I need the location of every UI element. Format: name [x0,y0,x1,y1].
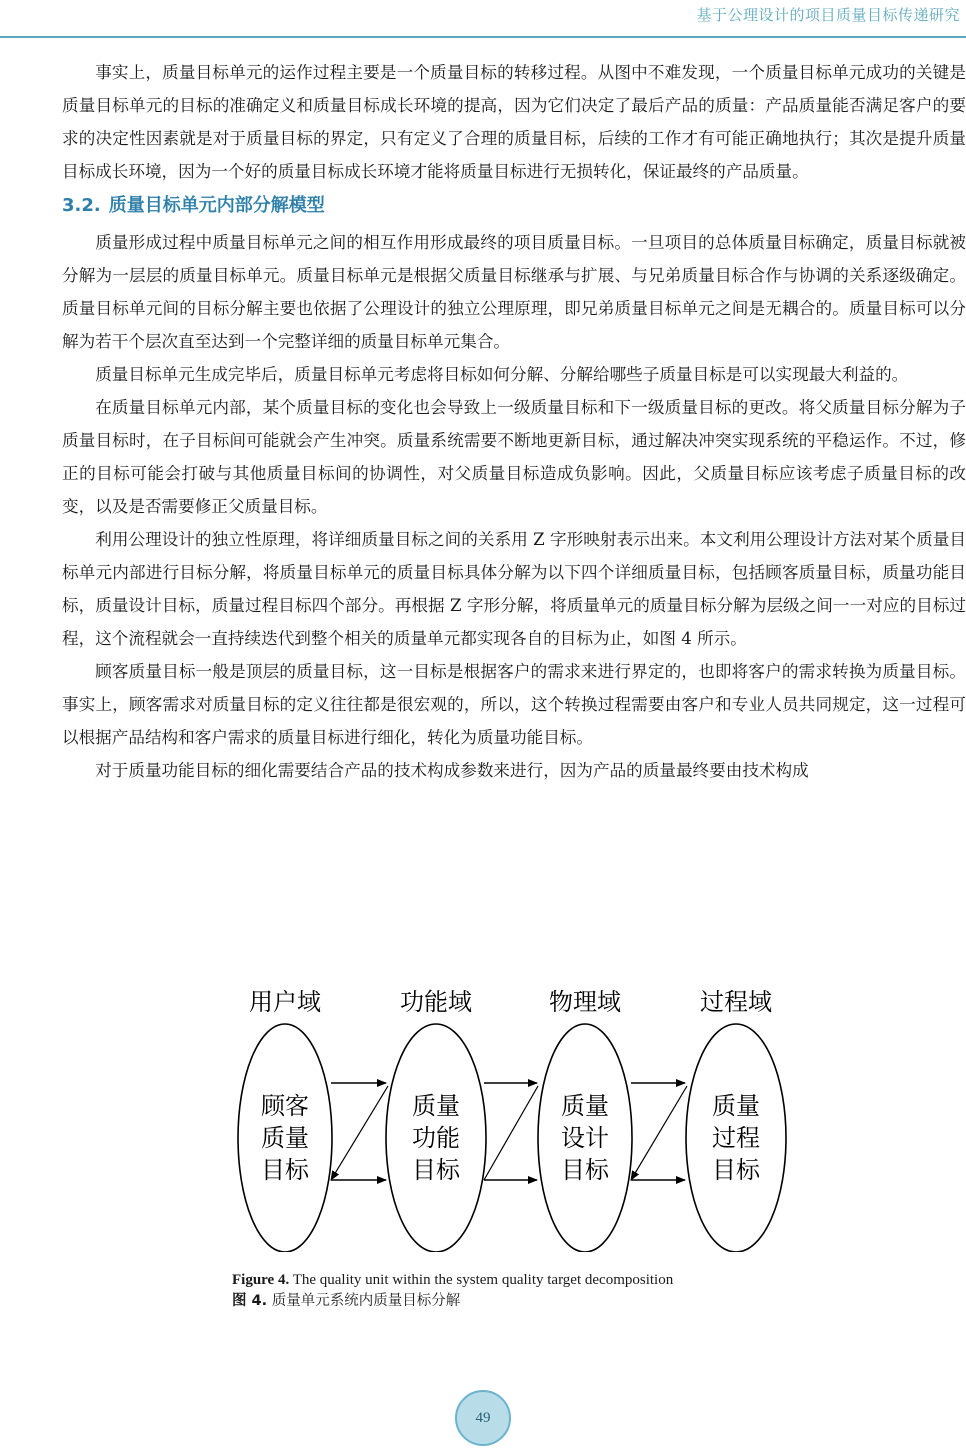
goal-text-line: 目标 [412,1156,460,1184]
paragraph: 质量形成过程中质量目标单元之间的相互作用形成最终的项目质量目标。一旦项目的总体质量目标确定，质量目标就被分解为一层层的质量目标单元。质量目标单元是根据父质量目标继承与扩展、与兄弟质量目标合作与协调的关系逐级确定。质量目标单元间的目标分解主要也依据了公理设计的独立公理原理，即兄弟质量目标单元之间是无耦合的。质量目标可以分解为若干个层次直至达到一个完整详细的质量目标单元集合。 [62,233,966,351]
body-text [62,56,966,787]
figure-zigzag-decomposition [230,982,790,1252]
section-heading [62,190,966,222]
caption-text-en: The quality unit within the system quality target decomposition [292,1272,674,1288]
paragraph: 质量目标单元生成完毕后，质量目标单元考虑将目标如何分解、分解给哪些子质量目标是可以实现最大利益的。 [95,365,909,384]
domain-label-user: 用户域 [249,988,321,1016]
zigzag-diagram [230,982,790,1252]
goal-text-line: 目标 [261,1156,309,1184]
goal-text-line: 顾客 [261,1092,309,1120]
zigzag-arrow-diagonal [331,1086,388,1180]
paragraph: 事实上，质量目标单元的运作过程主要是一个质量目标的转移过程。从图中不难发现，一个质量目标单元成功的关键是质量目标单元的目标的准确定义和质量目标成长环境的提高，因为它们决定了最后产品的质量：产品质量能否满足客户的要求的决定性因素就是对于质量目标的界定，只有定义了合理的质量目标，后续的工作才有可能正确地执行；其次是提升质量目标成长环境，因为一个好的质量目标成长环境才能将质量目标进行无损转化，保证最终的产品质量。 [62,63,966,181]
header-rule [0,36,966,38]
section-title: 质量目标单元内部分解模型 [108,195,325,216]
section-number: 3.2. [62,195,101,216]
goal-text-line: 目标 [712,1156,760,1184]
goal-text-line: 质量 [261,1124,309,1152]
zigzag-arrow-diagonal [631,1086,687,1180]
goal-text-line: 质量 [412,1092,460,1120]
domain-label-process: 过程域 [700,988,772,1016]
goal-text-line: 质量 [561,1092,609,1120]
goal-text-line: 目标 [561,1156,609,1184]
paragraph: 对于质量功能目标的细化需要结合产品的技术构成参数来进行，因为产品的质量最终要由技术构成 [95,761,809,780]
caption-label-en: Figure 4. [232,1272,290,1288]
page-number-badge [455,1390,511,1446]
page-number: 49 [475,1409,491,1426]
goal-text-line: 质量 [712,1092,760,1120]
caption-text-cn: 质量单元系统内质量目标分解 [271,1293,461,1309]
zigzag-line-diagonal [484,1086,538,1180]
paragraph: 利用公理设计的独立性原理，将详细质量目标之间的关系用 Z 字形映射表示出来。本文利用公理设计方法对某个质量目标单元内部进行目标分解，将质量目标单元的质量目标具体分解为以下四个详细质量目标，包括顾客质量目标，质量功能目标，质量设计目标，质量过程目标四个部分。再根据 Z 字形分解，将质量单元的质量目标分解为层级之间一一对应的目标过程，这个流程就会一直持续迭代到整个相关的质量单元都实现各自的目标为止，如图 4 所示。 [62,530,966,648]
paragraph: 在质量目标单元内部，某个质量目标的变化也会导致上一级质量目标和下一级质量目标的更改。将父质量目标分解为子质量目标时，在子目标间可能就会产生冲突。质量系统需要不断地更新目标，通过解决冲突实现系统的平稳运作。不过，修正的目标可能会打破与其他质量目标间的协调性，对父质量目标造成负影响。因此，父质量目标应该考虑子质量目标的改变，以及是否需要修正父质量目标。 [62,398,966,516]
domain-label-function: 功能域 [400,988,472,1016]
caption-label-cn: 图 4. [232,1293,268,1309]
figure-caption [232,1270,673,1312]
paragraph: 顾客质量目标一般是顶层的质量目标，这一目标是根据客户的需求来进行界定的，也即将客户的需求转换为质量目标。事实上，顾客需求对质量目标的定义往往都是很宏观的，所以，这个转换过程需要由客户和专业人员共同规定，这一过程可以根据产品结构和客户需求的质量目标进行细化，转化为质量功能目标。 [62,662,966,747]
goal-text-line: 设计 [561,1124,609,1152]
figure-caption-cn [232,1291,673,1312]
figure-caption-en [232,1270,673,1291]
domain-label-physical: 物理域 [549,988,621,1016]
goal-text-line: 过程 [712,1124,760,1152]
running-header: 基于公理设计的项目质量目标传递研究 [696,6,960,24]
goal-text-line: 功能 [412,1124,460,1152]
